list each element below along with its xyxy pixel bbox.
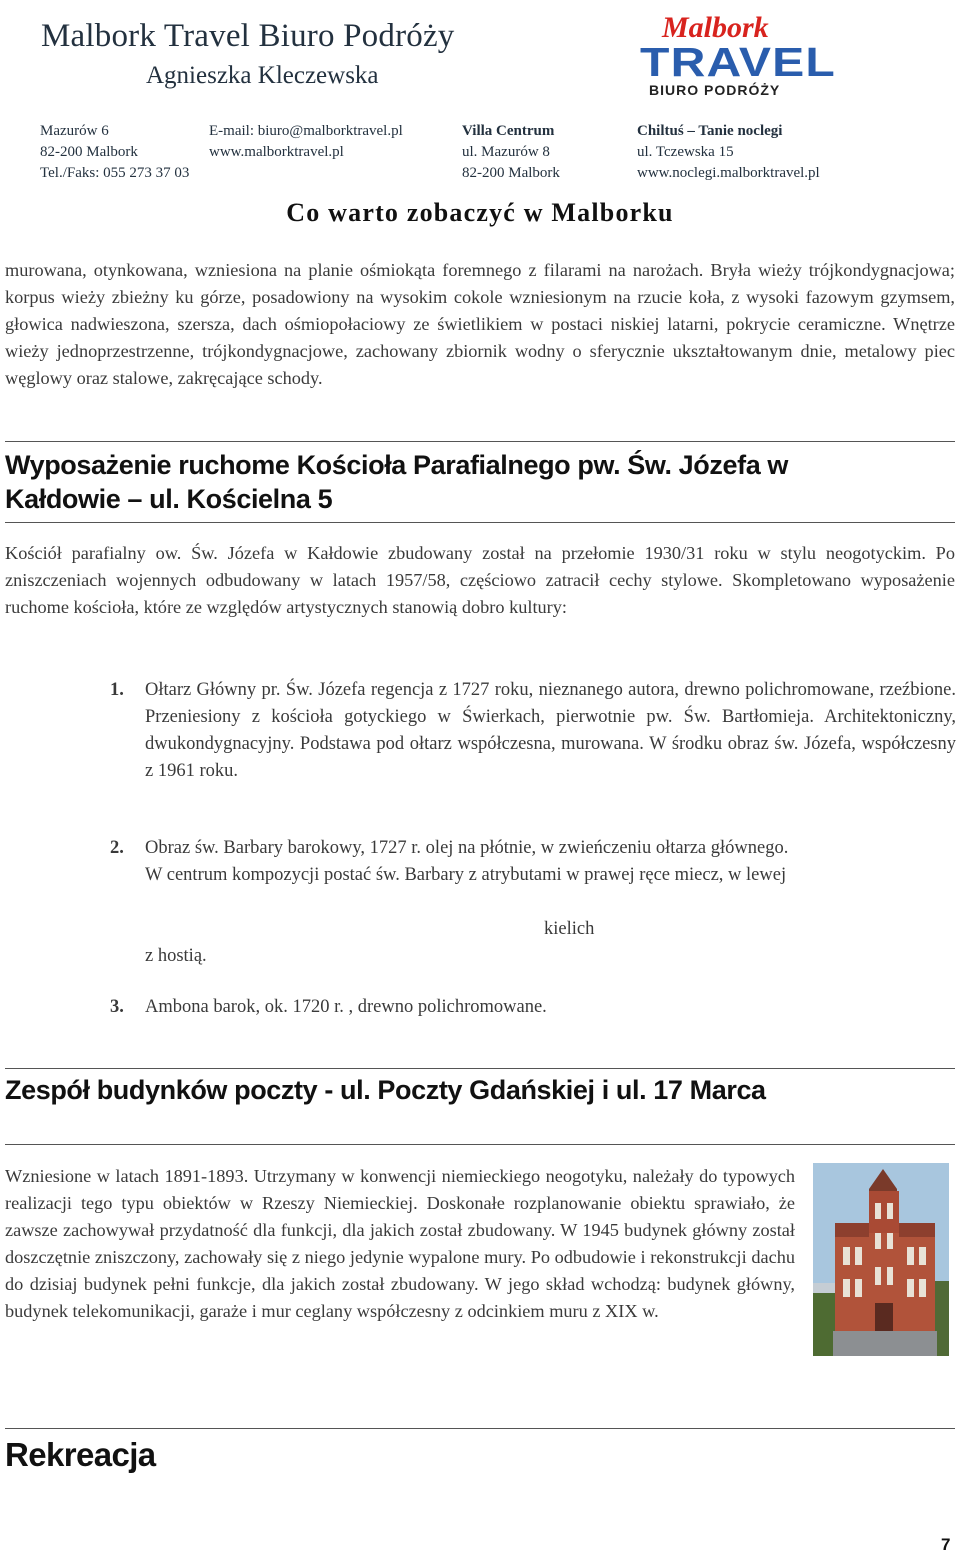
church-heading <box>5 448 788 516</box>
post-office-paragraph: Wzniesione w latach 1891-1893. Utrzymany w konwencji niemieckiego neogotyku, należały do typowych realizacji tego typu obiektów w Rzeszy Niemieckiej. Doskonałe rozplanowanie obiektu sprawiało, że zawsze zachowywał przydatność dla funkcji, dla jakich został zbudowany. W 1945 budynek główny został doszczętnie zniszczony, zachowały się z niego jedynie wypalone mury. Po odbudowie i rekonstrukcji dachu do dzisiaj budynek pełni funkcje, dla jakich został zbudowany. W jego skład wchodzą: budynek główny, budynek telekomunikacji, garaże i mur ceglany współczesny z odcinkiem muru z XIX w. <box>5 1166 795 1321</box>
church-heading-line1: Wyposażenie ruchome Kościoła Parafialnego pw. Św. Józefa w <box>5 450 789 480</box>
list-number: 2. <box>110 838 124 858</box>
contact-villa-centrum <box>462 121 560 184</box>
contact-website-link[interactable]: www.noclegi.malborktravel.pl <box>637 165 820 181</box>
contact-line: Mazurów 6 <box>40 123 109 139</box>
list-text-fragment: z hostią. <box>145 946 207 966</box>
divider <box>5 441 955 442</box>
contact-website-link[interactable]: www.malborktravel.pl <box>209 144 344 160</box>
logo-text-biuro: BIURO PODRÓŻY <box>649 82 781 98</box>
divider <box>5 522 955 523</box>
logo-text-malbork: Malbork <box>662 11 769 44</box>
contact-line: Tel./Faks: 055 273 37 03 <box>40 165 190 181</box>
contact-email-web <box>209 121 403 163</box>
malbork-travel-logo <box>636 8 842 100</box>
list-item <box>110 835 956 889</box>
list-text: W centrum kompozycji postać św. Barbary z atrybutami w prawej ręce miecz, w lewej <box>145 865 787 885</box>
company-name: Malbork Travel Biuro Podróży <box>41 18 455 54</box>
list-number: 1. <box>110 680 124 700</box>
contact-line: ul. Tczewska 15 <box>637 144 734 160</box>
post-office-heading: Zespół budynków poczty - ul. Poczty Gdańskiej i ul. 17 Marca <box>5 1075 766 1105</box>
logo-text-travel: TRAVEL <box>640 39 836 85</box>
post-office-building-photo <box>813 1163 949 1356</box>
owner-name: Agnieszka Kleczewska <box>146 62 379 89</box>
list-text: Ołtarz Główny pr. Św. Józefa regencja z 1727 roku, nieznanego autora, drewno polichromowane, rzeźbione. Przeniesiony z kościoła gotyckiego w Świerkach, pierwotnie pw. Św. Bartłomieja. Architektoniczny, dwukondygnacyjny. Podstawa pod ołtarz współczesna, murowana. W środku obraz św. Józefa, współczesny z 1961 roku. <box>145 680 956 781</box>
contact-title: Villa Centrum <box>462 123 555 139</box>
contact-title: Chiltuś – Tanie noclegi <box>637 123 783 139</box>
divider <box>5 1428 955 1429</box>
contact-line: ul. Mazurów 8 <box>462 144 550 160</box>
list-number: 3. <box>110 997 124 1017</box>
section-title: Co warto zobaczyć w Malborku <box>286 198 674 227</box>
divider <box>5 1144 955 1145</box>
page-number: 7 <box>941 1535 951 1554</box>
contact-email[interactable]: E-mail: biuro@malborktravel.pl <box>209 123 403 139</box>
recreation-heading: Rekreacja <box>5 1436 156 1473</box>
church-heading-line2: Kałdowie – ul. Kościelna 5 <box>5 484 333 514</box>
contact-line: 82-200 Malbork <box>462 165 560 181</box>
church-paragraph: Kościół parafialny ow. Św. Józefa w Kałdowie zbudowany został na przełomie 1930/31 roku w stylu neogotyckim. Po zniszczeniach wojennych odbudowany w latach 1957/58, częściowo zatracił cechy stylowe. Skompletowano wyposażenie ruchome kościoła, które ze względów artystycznych stanowią dobro kultury: <box>5 543 955 617</box>
divider <box>5 1068 955 1069</box>
list-text: Obraz św. Barbary barokowy, 1727 r. olej na płótnie, w zwieńczeniu ołtarza głównego. <box>145 838 789 858</box>
contact-address <box>40 121 189 184</box>
contact-line: 82-200 Malbork <box>40 144 138 160</box>
contact-chiltus <box>637 121 820 184</box>
list-item <box>110 677 956 785</box>
list-text-fragment: kielich <box>544 919 595 939</box>
list-text: Ambona barok, ok. 1720 r. , drewno polichromowane. <box>145 997 547 1017</box>
list-item <box>110 994 956 1021</box>
intro-paragraph: murowana, otynkowana, wzniesiona na planie ośmiokąta foremnego z filarami na narożach. Bryła wieży trójkondygnacjowa; korpus wieży zbieżny ku górze, posadowiony na wysokim cokole wzniesionym na rzucie koła, z wysoki fazowym gzymsem, głowica nadwieszona, szersza, dach ośmiopołaciowy ze świetlikiem w postaci niskiej latarni, pokrycie ceramiczne. Wnętrze wieży jednoprzestrzenne, trójkondygnacjowe, zachowany zbiornik wodny o sferycznie ukształtowanym dnie, metalowy piec węglowy oraz stalowe, zakręcające schody. <box>5 260 955 388</box>
